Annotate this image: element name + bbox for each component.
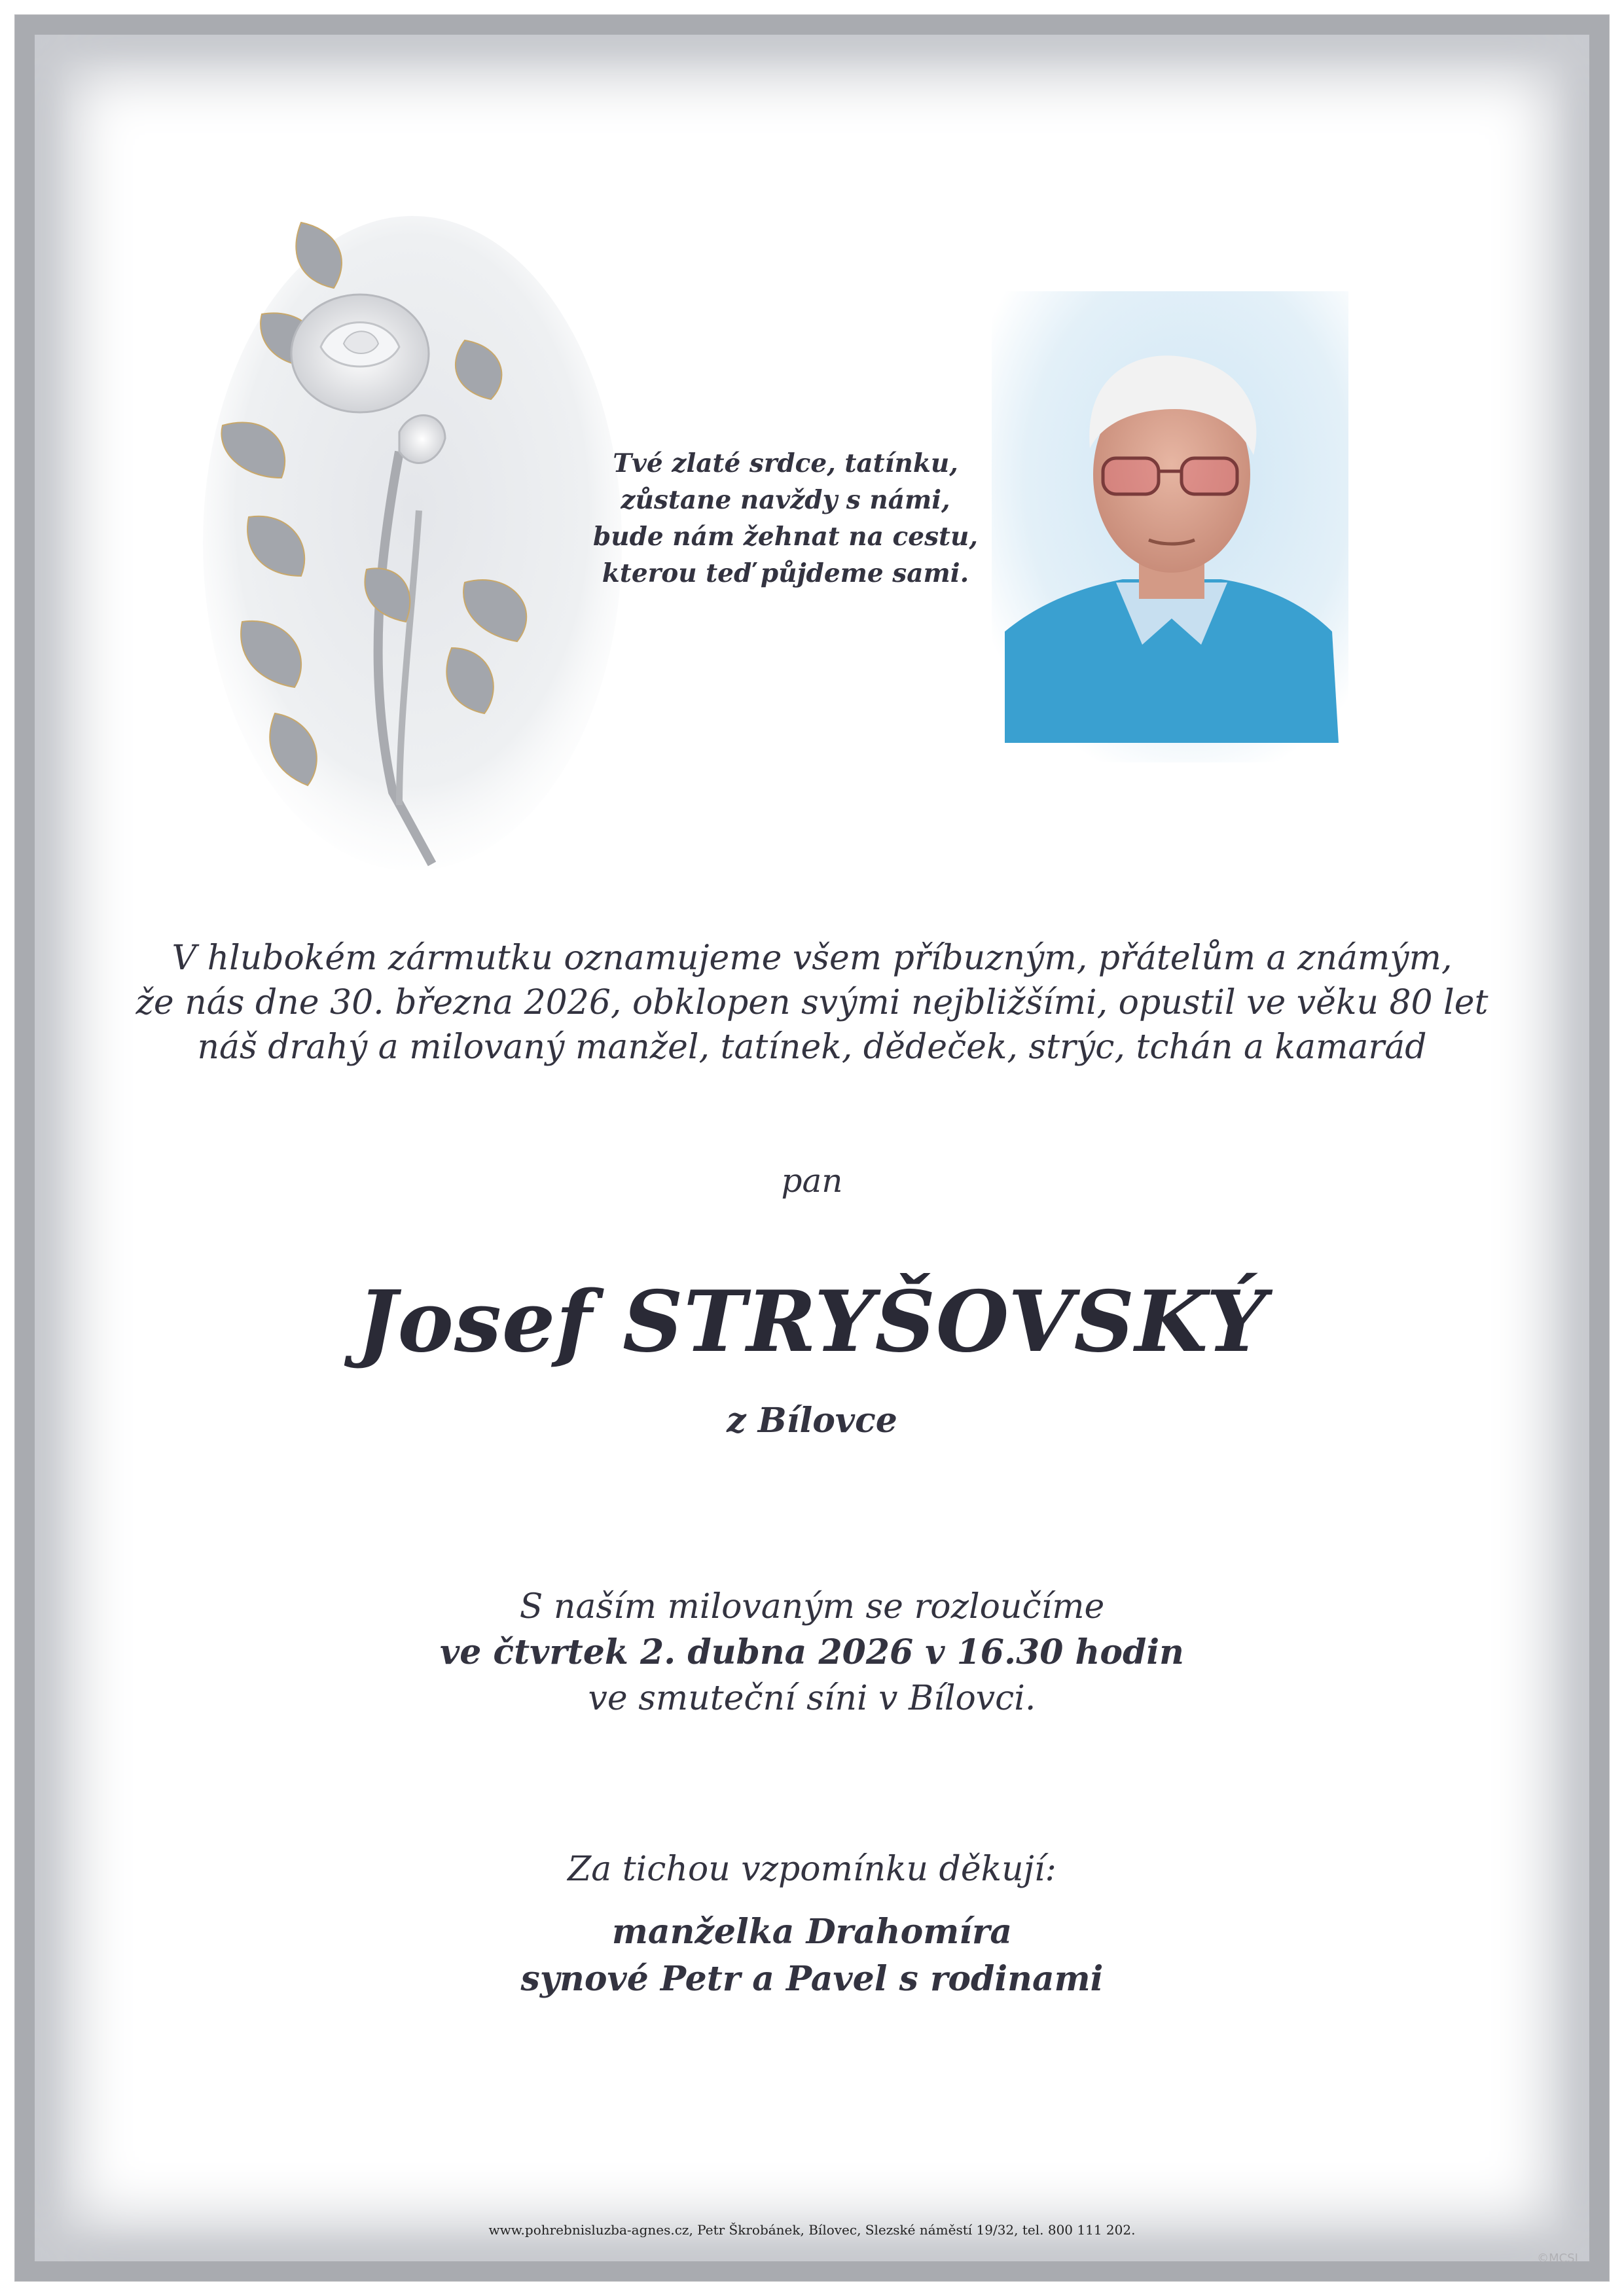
mourners bbox=[131, 1909, 1493, 2003]
ceremony-info bbox=[131, 1584, 1493, 1721]
verse-line: kterou teď půjdeme sami. bbox=[602, 558, 969, 588]
thanks-section bbox=[131, 1846, 1493, 2003]
mourner-line: synové Petr a Pavel s rodinami bbox=[520, 1959, 1104, 1999]
announcement-line: že nás dne 30. března 2026, obklopen svými nejbližšími, opustil ve věku 80 let bbox=[135, 983, 1489, 1022]
origin: z Bílovce bbox=[727, 1401, 897, 1441]
announcement-line: náš drahý a milovaný manžel, tatínek, dědeček, strýc, tchán a kamarád bbox=[197, 1028, 1427, 1067]
verse-line: zůstane navždy s námi, bbox=[621, 485, 950, 515]
deceased-name: Josef STRYŠOVSKÝ bbox=[357, 1273, 1267, 1371]
announcement-text bbox=[131, 936, 1493, 1069]
watermark: ©MCSI bbox=[1537, 2251, 1578, 2265]
verse-line: Tvé zlaté srdce, tatínku, bbox=[613, 448, 958, 478]
portrait-photo bbox=[992, 291, 1348, 762]
footer-contact: www.pohrebnisluzba-agnes.cz, Petr Škrobánek, Bílovec, Slezské náměstí 19/32, tel. 800 111 202. bbox=[488, 2222, 1136, 2238]
honorific: pan bbox=[781, 1162, 843, 1200]
ceremony-place: ve smuteční síni v Bílovci. bbox=[588, 1679, 1036, 1718]
verse-line: bude nám žehnat na cestu, bbox=[593, 522, 978, 552]
verse bbox=[537, 445, 1034, 592]
mourner-line: manželka Drahomíra bbox=[611, 1912, 1013, 1952]
thanks-intro: Za tichou vzpomínku děkují: bbox=[568, 1850, 1056, 1889]
announcement-line: V hlubokém zármutku oznamujeme všem příbuzným, přátelům a známým, bbox=[171, 939, 1453, 978]
ceremony-intro: S naším milovaným se rozloučíme bbox=[519, 1587, 1105, 1626]
ceremony-datetime: ve čtvrtek 2. dubna 2026 v 16.30 hodin bbox=[440, 1632, 1184, 1672]
